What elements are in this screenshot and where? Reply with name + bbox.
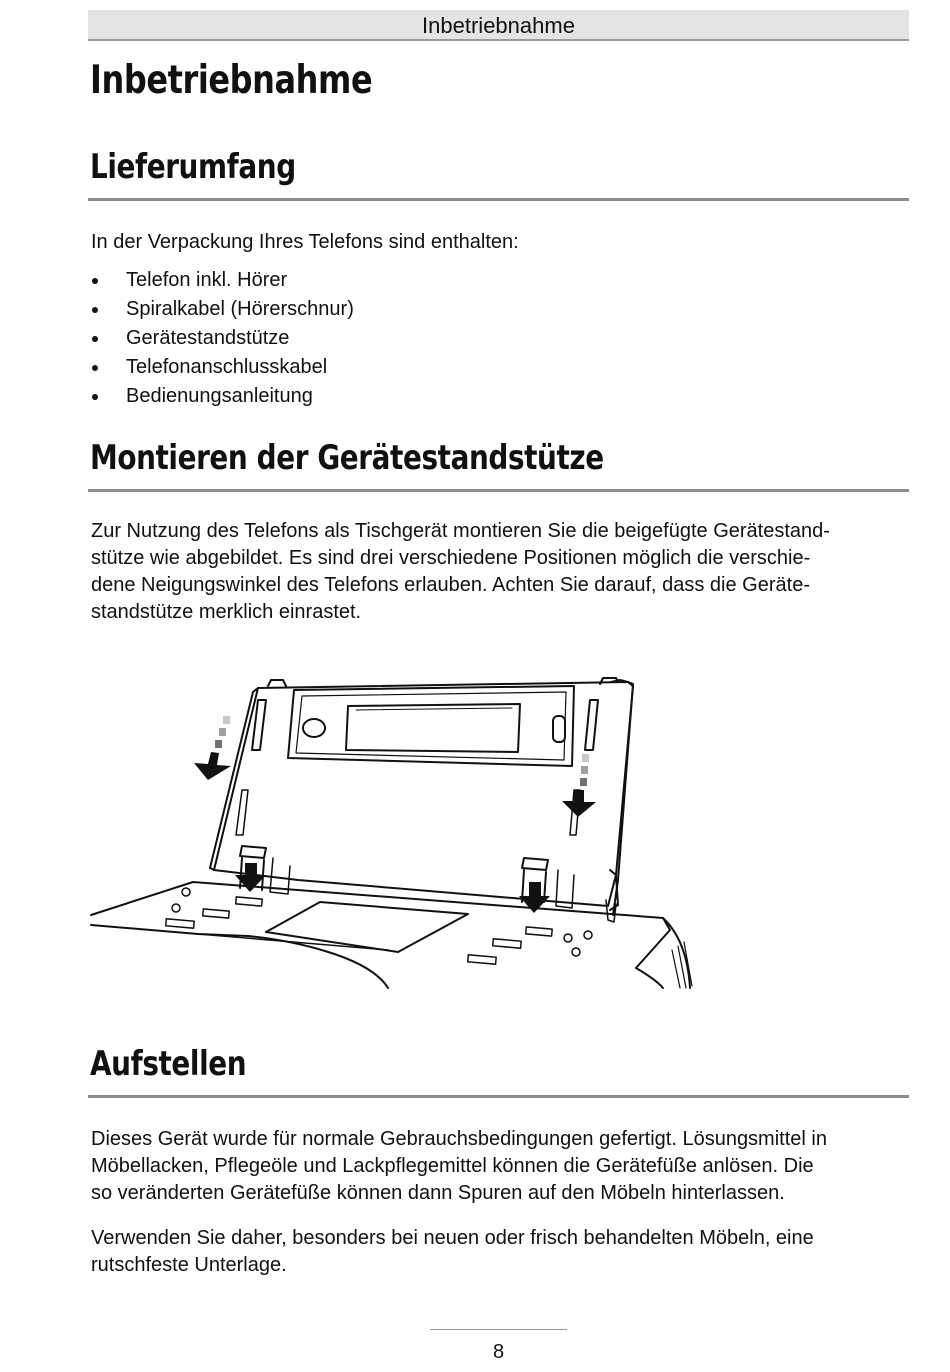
- paragraph-line: Zur Nutzung des Telefons als Tischgerät montieren Sie die beigefügte Gerätestand-: [91, 520, 830, 542]
- heading-lieferumfang: Lieferumfang: [90, 147, 296, 187]
- list-item-text: Telefon inkl. Hörer: [126, 269, 288, 291]
- lieferumfang-intro: In der Verpackung Ihres Telefons sind enthalten:: [91, 231, 519, 253]
- paragraph-line: so veränderten Gerätefüße können dann Spuren auf den Möbeln hinterlassen.: [91, 1182, 785, 1204]
- footer-rule: [430, 1329, 567, 1330]
- paragraph-line: rutschfeste Unterlage.: [91, 1254, 287, 1276]
- paragraph-line: Verwenden Sie daher, besonders bei neuen oder frisch behandelten Möbeln, eine: [91, 1227, 814, 1249]
- aufstellen-paragraph-2: [91, 1225, 911, 1279]
- list-item: [91, 324, 354, 353]
- paragraph-line: dene Neigungswinkel des Telefons erlauben. Achten Sie darauf, dass die Geräte-: [91, 574, 810, 596]
- list-item: [91, 266, 354, 295]
- page-title: Inbetriebnahme: [90, 58, 373, 103]
- arrow-down-right-icon: [562, 790, 596, 817]
- stand-plate: [214, 682, 633, 906]
- bullet-icon: [92, 307, 98, 313]
- paragraph-line: stütze wie abgebildet. Es sind drei verschiedene Positionen möglich die verschie-: [91, 547, 811, 569]
- running-header: Inbetriebnahme: [88, 10, 909, 41]
- bullet-icon: [92, 394, 98, 400]
- paragraph-line: standstütze merklich einrastet.: [91, 601, 362, 623]
- arrow-down-left-icon: [194, 752, 231, 780]
- montieren-paragraph: [91, 518, 911, 626]
- heading-aufstellen: Aufstellen: [90, 1044, 247, 1084]
- list-item-text: Gerätestandstütze: [126, 327, 290, 349]
- bullet-icon: [92, 278, 98, 284]
- paragraph-line: Möbellacken, Pflegeöle und Lackpflegemittel können die Gerätefüße anlösen. Die: [91, 1155, 814, 1177]
- contents-list: [91, 266, 354, 411]
- aufstellen-paragraph-1: [91, 1126, 911, 1207]
- list-item: [91, 382, 354, 411]
- list-item-text: Bedienungsanleitung: [126, 385, 313, 407]
- page-number: 8: [492, 1341, 505, 1363]
- heading-rule-aufstellen: [88, 1095, 909, 1098]
- heading-rule-lieferumfang: [88, 198, 909, 201]
- motion-trail-left: [215, 716, 230, 748]
- motion-trail-right: [580, 754, 589, 786]
- list-item-text: Telefonanschlusskabel: [126, 356, 328, 378]
- list-item-text: Spiralkabel (Hörerschnur): [126, 298, 354, 320]
- phone-base-outline: [91, 882, 670, 968]
- paragraph-line: Dieses Gerät wurde für normale Gebrauchsbedingungen gefertigt. Lösungsmittel in: [91, 1128, 827, 1150]
- list-item: [91, 353, 354, 382]
- list-item: [91, 295, 354, 324]
- heading-rule-montieren: [88, 489, 909, 492]
- bullet-icon: [92, 365, 98, 371]
- bullet-icon: [92, 336, 98, 342]
- heading-montieren: Montieren der Gerätestandstütze: [90, 438, 604, 478]
- stand-mounting-illustration: [88, 670, 698, 995]
- stand-window: [346, 704, 520, 752]
